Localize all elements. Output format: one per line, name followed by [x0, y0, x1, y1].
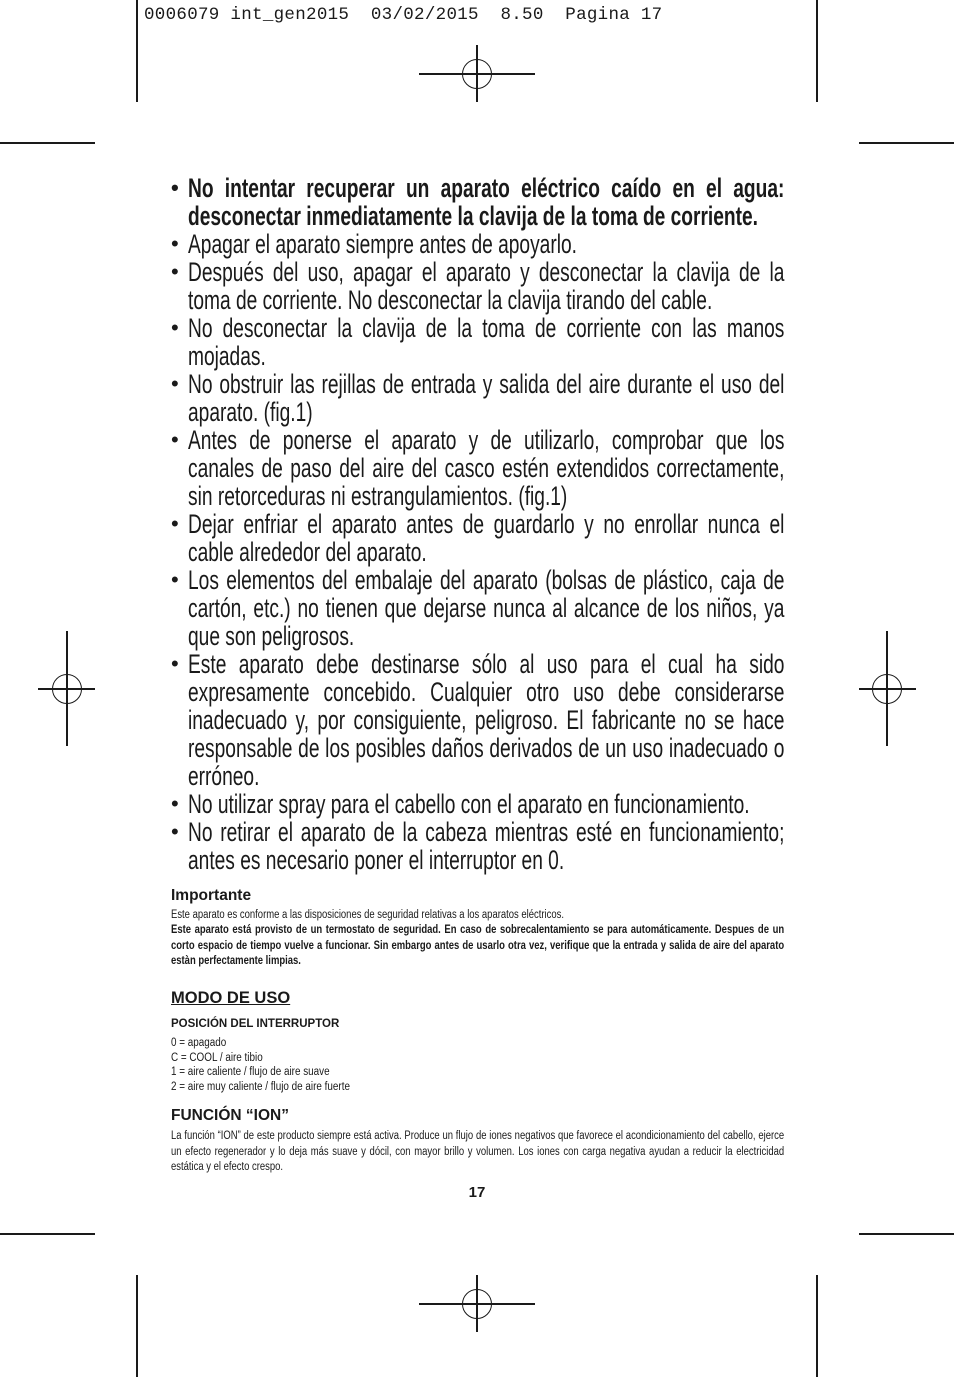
list-item: • No intentar recuperar un aparato eléctrico caído en el agua: desconectar inmediatamente la clavija de la toma de corriente. [171, 174, 784, 230]
print-slug: 0006079 int_gen2015 03/02/2015 8.50 Pagina 17 [144, 5, 663, 25]
list-item: • Antes de ponerse el aparato y de utilizarlo, comprobar que los canales de paso del aire del casco estén extendidos correctamente, sin retorceduras ni estrangulamientos. (fig.1) [171, 426, 784, 510]
importante-paragraph-1: Este aparato es conforme a las disposiciones de seguridad relativas a los aparatos eléctricos. [171, 909, 564, 921]
list-item: 1 = aire caliente / flujo de aire suave [171, 1066, 330, 1078]
list-item: • Dejar enfriar el aparato antes de guardarlo y no enrollar nunca el cable alrededor del aparato. [171, 510, 784, 566]
importante-paragraph-2: Este aparato está provisto de un termostato de seguridad. En caso de sobrecalentamiento se para automáticamente. Despues de un corto espacio de tiempo vuelve a funcionar. Sin embargo antes de usarlo otra vez, verifique que la entrada y salida de aire del aparato estàn perfectamente limpias. [171, 924, 785, 967]
switch-position-heading: POSICIÓN DEL INTERRUPTOR [171, 1018, 340, 1030]
modo-de-uso-heading: MODO DE USO [171, 989, 291, 1007]
page-number: 17 [468, 1184, 486, 1201]
list-item: C = COOL / aire tibio [171, 1051, 263, 1064]
list-item: • Los elementos del embalaje del aparato (bolsas de plástico, caja de cartón, etc.) no tienen que dejarse nunca al alcance de los niños, ya que son peligrosos. [171, 566, 784, 650]
list-item: • Después del uso, apagar el aparato y desconectar la clavija de la toma de corriente. No desconectar la clavija tirando del cable. [171, 258, 784, 314]
list-item: • No retirar el aparato de la cabeza mientras esté en funcionamiento; antes es necesario poner el interruptor en 0. [171, 818, 784, 874]
list-item: • No desconectar la clavija de la toma de corriente con las manos mojadas. [171, 314, 784, 370]
list-item: • Este aparato debe destinarse sólo al uso para el cual ha sido expresamente concebido. Cualquier otro uso debe considerarse inadecuado y, por consiguiente, peligroso. El fabricante no se hace responsable de los posibles daños derivados de un uso inadecuado o erróneo. [171, 650, 784, 790]
list-item: • No utilizar spray para el cabello con el aparato en funcionamiento. [171, 790, 784, 818]
switch-positions-list [171, 1036, 784, 1094]
ion-paragraph: La función “ION” de este producto siempre está activa. Produce un flujo de iones negativos que favorece el acondicionamiento del cabello, ejerce un efecto regenerador y lo deja más suave y dócil, con mayor brillo y volumen. Los iones con carga negativa ayudan a reducir la electricidad estática y el efecto crespo. [171, 1130, 785, 1173]
ion-heading: FUNCIÓN “ION” [171, 1107, 289, 1124]
list-item: • Apagar el aparato siempre antes de apoyarlo. [171, 230, 784, 258]
list-item: 2 = aire muy caliente / flujo de aire fuerte [171, 1080, 350, 1093]
list-item: 0 = apagado [171, 1037, 227, 1049]
safety-instructions-list [171, 174, 784, 874]
list-item: • No obstruir las rejillas de entrada y salida del aire durante el uso del aparato. (fig.1) [171, 370, 784, 426]
importante-heading: Importante [171, 887, 252, 904]
